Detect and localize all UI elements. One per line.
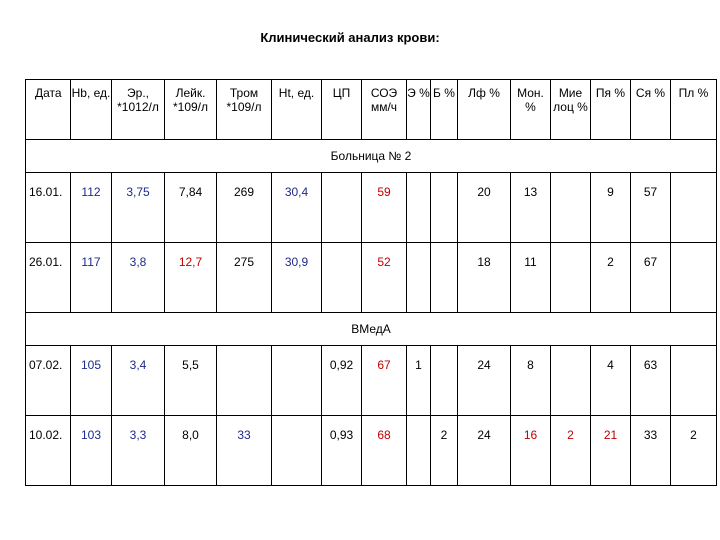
cell-leyk: 8,0 xyxy=(165,416,217,486)
cell-date: 26.01. xyxy=(26,243,71,313)
cell-soe: 59 xyxy=(362,173,407,243)
cell-soe: 67 xyxy=(362,346,407,416)
cell-mon: 11 xyxy=(511,243,551,313)
section-label: Больница № 2 xyxy=(26,140,717,173)
cell-ht: 30,4 xyxy=(272,173,322,243)
header-date: Дата xyxy=(26,80,71,140)
cell-pya: 9 xyxy=(591,173,631,243)
cell-pl: 2 xyxy=(671,416,717,486)
table-row xyxy=(26,173,717,243)
header-e: Э % xyxy=(407,80,431,140)
cell-ht: 30,9 xyxy=(272,243,322,313)
header-miel: Мие лоц % xyxy=(551,80,591,140)
page-title: Клинический анализ крови: xyxy=(260,30,440,45)
cell-soe: 52 xyxy=(362,243,407,313)
cell-e xyxy=(407,416,431,486)
cell-lf: 24 xyxy=(458,346,511,416)
cell-pl xyxy=(671,243,717,313)
cell-hb: 112 xyxy=(71,173,112,243)
cell-hb: 117 xyxy=(71,243,112,313)
cell-trom xyxy=(217,346,272,416)
header-pl: Пл % xyxy=(671,80,717,140)
cell-er: 3,4 xyxy=(112,346,165,416)
header-cp: ЦП xyxy=(322,80,362,140)
cell-pl xyxy=(671,346,717,416)
cell-ht xyxy=(272,346,322,416)
table-row xyxy=(26,346,717,416)
cell-e xyxy=(407,173,431,243)
header-mon: Мон. % xyxy=(511,80,551,140)
cell-er: 3,3 xyxy=(112,416,165,486)
cell-mon: 13 xyxy=(511,173,551,243)
cell-date: 07.02. xyxy=(26,346,71,416)
cell-hb: 105 xyxy=(71,346,112,416)
cell-b xyxy=(431,346,458,416)
cell-e xyxy=(407,243,431,313)
cell-trom: 275 xyxy=(217,243,272,313)
cell-pya: 21 xyxy=(591,416,631,486)
cell-ht xyxy=(272,416,322,486)
table-row xyxy=(26,243,717,313)
cell-pl xyxy=(671,173,717,243)
cell-miel xyxy=(551,346,591,416)
section-row-hospital-2 xyxy=(26,140,717,173)
cell-cp: 0,92 xyxy=(322,346,362,416)
cell-er: 3,8 xyxy=(112,243,165,313)
header-sya: Ся % xyxy=(631,80,671,140)
header-hb: Hb, ед. xyxy=(71,80,112,140)
blood-analysis-table xyxy=(25,79,717,486)
cell-mon: 8 xyxy=(511,346,551,416)
cell-cp xyxy=(322,243,362,313)
cell-b xyxy=(431,173,458,243)
section-row-vmeda xyxy=(26,313,717,346)
header-b: Б % xyxy=(431,80,458,140)
header-pya: Пя % xyxy=(591,80,631,140)
cell-soe: 68 xyxy=(362,416,407,486)
header-row xyxy=(26,80,717,140)
cell-trom: 269 xyxy=(217,173,272,243)
cell-miel xyxy=(551,243,591,313)
cell-er: 3,75 xyxy=(112,173,165,243)
section-label: ВМедА xyxy=(26,313,717,346)
cell-sya: 57 xyxy=(631,173,671,243)
header-trom: Тром *109/л xyxy=(217,80,272,140)
cell-e: 1 xyxy=(407,346,431,416)
table-row xyxy=(26,416,717,486)
cell-pya: 4 xyxy=(591,346,631,416)
cell-leyk: 12,7 xyxy=(165,243,217,313)
cell-cp xyxy=(322,173,362,243)
cell-sya: 33 xyxy=(631,416,671,486)
header-er: Эр., *1012/л xyxy=(112,80,165,140)
cell-miel xyxy=(551,173,591,243)
cell-leyk: 7,84 xyxy=(165,173,217,243)
cell-date: 16.01. xyxy=(26,173,71,243)
cell-b: 2 xyxy=(431,416,458,486)
cell-trom: 33 xyxy=(217,416,272,486)
cell-sya: 63 xyxy=(631,346,671,416)
cell-cp: 0,93 xyxy=(322,416,362,486)
cell-sya: 67 xyxy=(631,243,671,313)
header-leyk: Лейк. *109/л xyxy=(165,80,217,140)
cell-leyk: 5,5 xyxy=(165,346,217,416)
cell-lf: 20 xyxy=(458,173,511,243)
cell-mon: 16 xyxy=(511,416,551,486)
cell-lf: 24 xyxy=(458,416,511,486)
cell-lf: 18 xyxy=(458,243,511,313)
header-soe: СОЭ мм/ч xyxy=(362,80,407,140)
cell-miel: 2 xyxy=(551,416,591,486)
cell-hb: 103 xyxy=(71,416,112,486)
header-ht: Ht, ед. xyxy=(272,80,322,140)
cell-pya: 2 xyxy=(591,243,631,313)
cell-date: 10.02. xyxy=(26,416,71,486)
cell-b xyxy=(431,243,458,313)
header-lf: Лф % xyxy=(458,80,511,140)
